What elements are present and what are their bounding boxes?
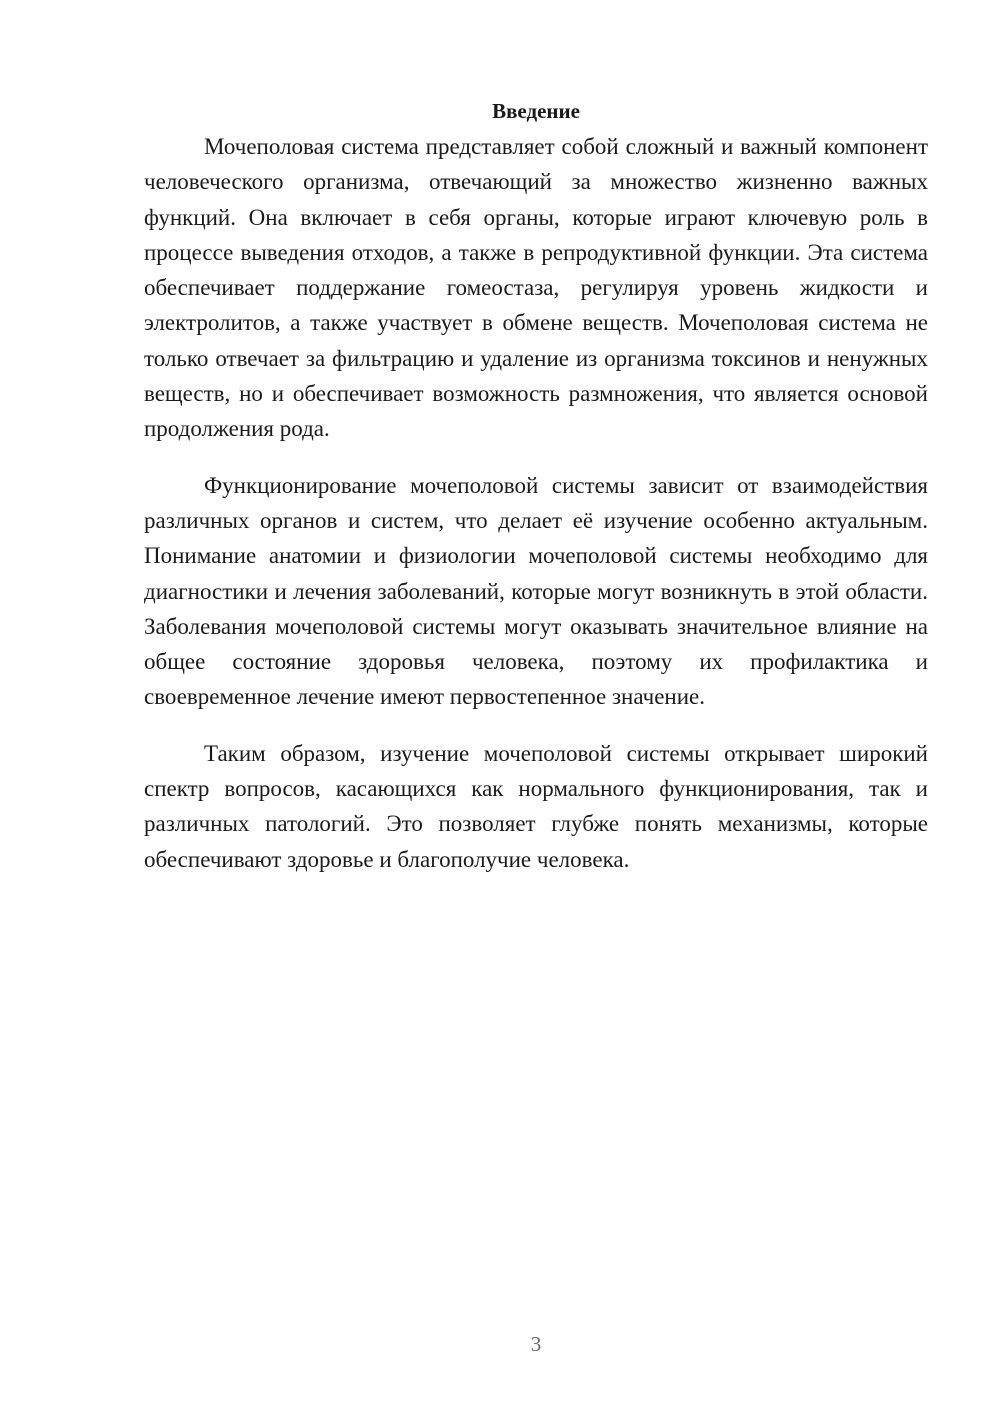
section-title: Введение: [492, 99, 580, 123]
page-number: 3: [530, 1332, 542, 1356]
paragraph-2: Функционирование мочеполовой системы зависит от взаимодействия различных органов и систем, что делает её изучение особенно актуальным. Понимание анатомии и физиологии мочеполовой системы необходимо для диагностики и лечения заболеваний, которые могут возникнуть в этой области. Заболевания мочеполовой системы могут оказывать значительное влияние на общее состояние здоровья человека, поэтому их профилактика и своевременное лечение имеют первостепенное значение.: [144, 472, 928, 710]
paragraph-3: Таким образом, изучение мочеполовой системы открывает широкий спектр вопросов, касающихся как нормального функционирования, так и различных патологий. Это позволяет глубже понять механизмы, которые обеспечивают здоровье и благополучие человека.: [144, 740, 928, 872]
paragraph-1: Мочеполовая система представляет собой сложный и важный компонент человеческого организма, отвечающий за множество жизненно важных функций. Она включает в себя органы, которые играют ключевую роль в процессе выведения отходов, а также в репродуктивной функции. Эта система обеспечивает поддержание гомеостаза, регулируя уровень жидкости и электролитов, а также участвует в обмене веществ. Мочеполовая система не только отвечает за фильтрацию и удаление из организма токсинов и ненужных веществ, но и обеспечивает возможность размножения, что является основой продолжения рода.: [144, 134, 928, 442]
page-content: [144, 96, 928, 898]
